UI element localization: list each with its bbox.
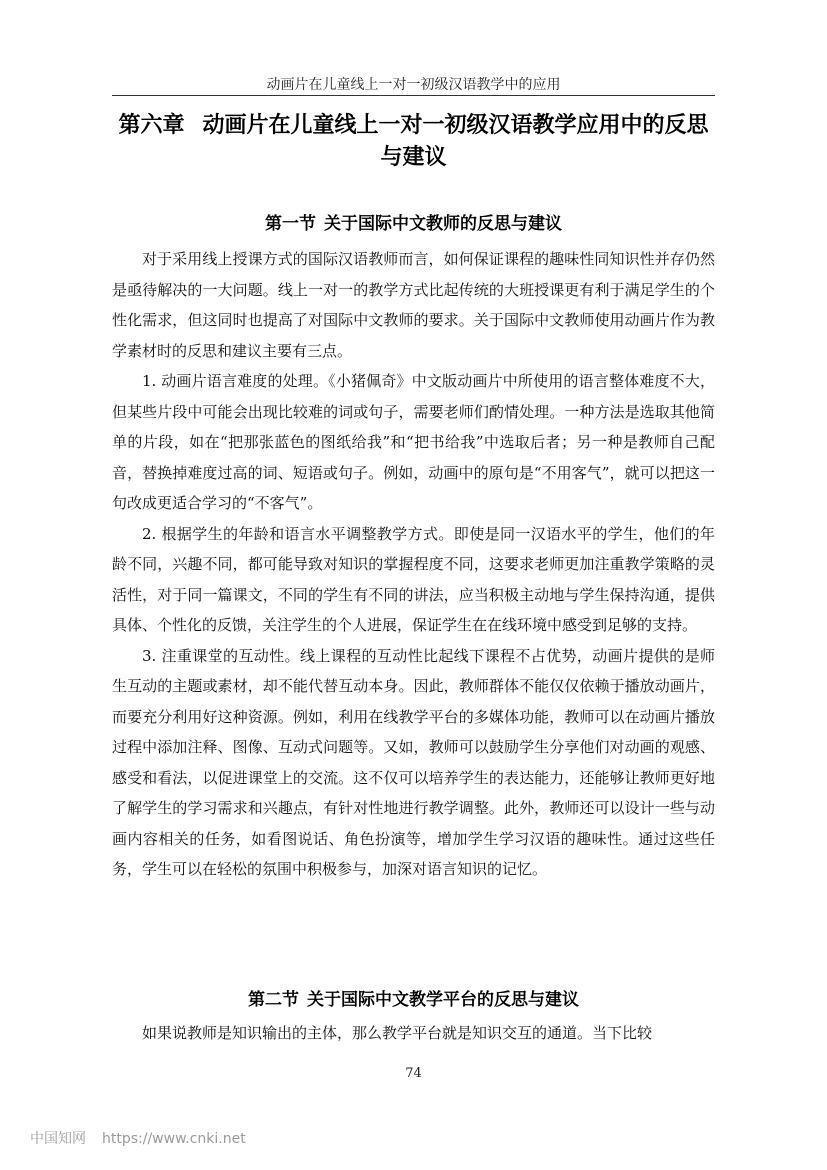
page-number: 74 (405, 1066, 422, 1081)
chapter-title-text: 动画片在儿童线上一对一初级汉语教学应用中的反思 (202, 113, 709, 138)
section-1-title (112, 209, 715, 234)
chapter-title-line-1 (112, 110, 715, 142)
watermark-brand: 中国知网 (30, 1131, 86, 1147)
paragraph: 3. 注重课堂的互动性。线上课程的互动性比起线下课程不占优势，动画片提供的是师生互动的主题或素材，却不能代替互动本身。因此，教师群体不能仅仅依赖于播放动画片，而要充分利用好这种资源。例如，利用在线教学平台的多媒体功能，教师可以在动画片播放过程中添加注释、图像、互动式问题等。又如，教师可以鼓励学生分享他们对动画的观感、感受和看法，以促进课堂上的交流。这不仅可以培养学生的表达能力，还能够让教师更好地了解学生的学习需求和兴趣点，有针对性地进行教学调整。此外，教师还可以设计一些与动画内容相关的任务，如看图说话、角色扮演等，增加学生学习汉语的趣味性。通过这些任务，学生可以在轻松的氛围中积极参与，加深对语言知识的记忆。 (112, 646, 715, 878)
section-1-number: 第一节 (265, 214, 316, 234)
section-2-title-text: 关于国际中文教学平台的反思与建议 (307, 990, 579, 1010)
watermark-url: https://www.cnki.net (102, 1131, 246, 1147)
cnki-watermark (30, 1128, 246, 1148)
section-2-title (112, 985, 715, 1010)
chapter-number: 第六章 (118, 113, 185, 138)
paragraph: 1. 动画片语言难度的处理。《小猪佩奇》中文版动画片中所使用的语言整体难度不大，但某些片段中可能会出现比较难的词或句子，需要老师们酌情处理。一种方法是选取其他简单的片段，如在“把那张蓝色的图纸给我”和“把书给我”中选取后者；另一种是教师自己配音，替换掉难度过高的词、短语或句子。例如，动画中的原句是“不用客气”，就可以把这一句改成更适合学习的“不客气”。 (112, 372, 715, 512)
section-1-title-text: 关于国际中文教师的反思与建议 (324, 214, 562, 234)
section-2-body (112, 1018, 715, 1049)
section-2-number: 第二节 (248, 990, 299, 1010)
chapter-title-line-2: 与建议 (380, 145, 447, 170)
section-1-body (112, 244, 715, 885)
paragraph: 如果说教师是知识输出的主体，那么教学平台就是知识交互的通道。当下比较 (142, 1024, 653, 1042)
running-header: 动画片在儿童线上一对一初级汉语教学中的应用 (266, 77, 561, 93)
paragraph: 2. 根据学生的年龄和语言水平调整教学方式。即使是同一汉语水平的学生，他们的年龄不同，兴趣不同，都可能导致对知识的掌握程度不同，这要求老师更加注重教学策略的灵活性，对于同一篇课文，不同的学生有不同的讲法，应当积极主动地与学生保持沟通，提供具体、个性化的反馈，关注学生的个人进展，保证学生在在线环境中感受到足够的支持。 (112, 524, 715, 634)
header-divider (112, 95, 715, 96)
chapter-title (112, 110, 715, 174)
paragraph: 对于采用线上授课方式的国际汉语教师而言，如何保证课程的趣味性同知识性并存仍然是亟待解决的一大问题。线上一对一的教学方式比起传统的大班授课更有利于满足学生的个性化需求，但这同时也提高了对国际中文教师的要求。关于国际中文教师使用动画片作为教学素材时的反思和建议主要有三点。 (112, 250, 715, 360)
